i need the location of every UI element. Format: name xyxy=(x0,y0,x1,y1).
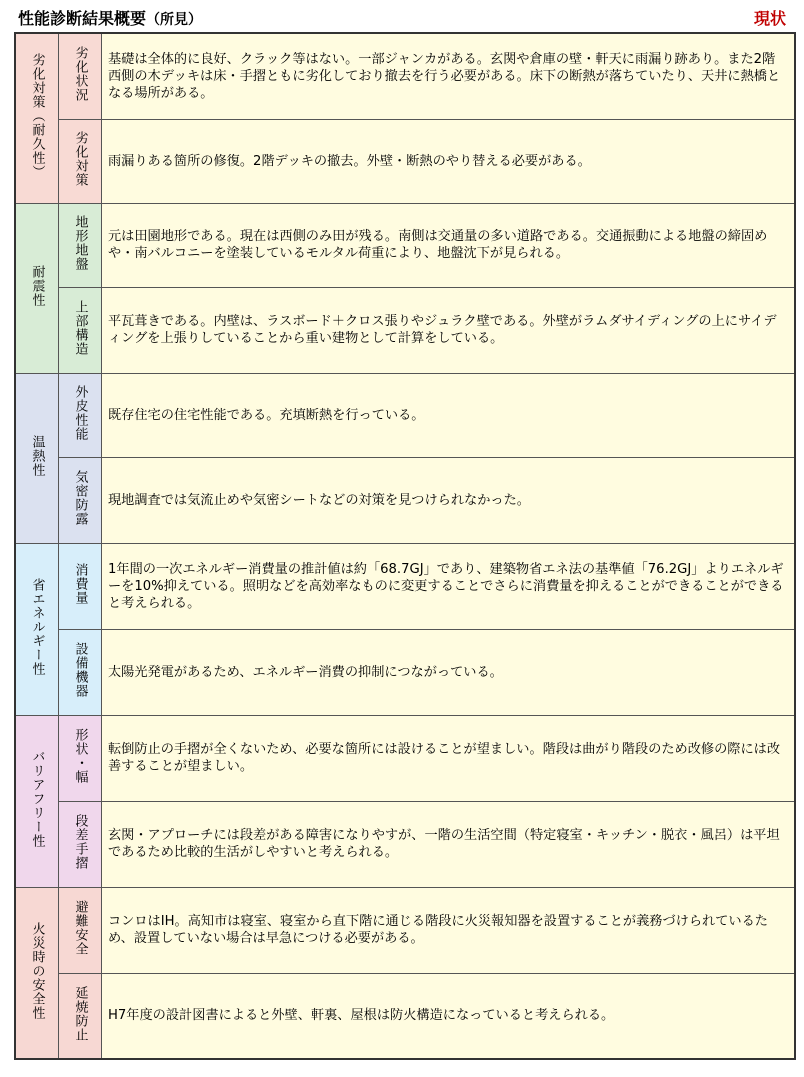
status-label: 現状 xyxy=(753,9,786,28)
sub-cell: 設備機器 xyxy=(59,629,102,715)
category-cell-energy: 省エネルギー性 xyxy=(15,543,59,715)
category-cell-barrier-free: バリアフリー性 xyxy=(15,715,59,887)
table-row xyxy=(15,801,795,887)
table-row xyxy=(15,33,795,119)
category-cell-fire-safety: 火災時の安全性 xyxy=(15,887,59,1059)
table-row xyxy=(15,973,795,1059)
sub-cell: 形状・幅 xyxy=(59,715,102,801)
category-cell-seismic: 耐震性 xyxy=(15,203,59,373)
finding-cell: 太陽光発電があるため、エネルギー消費の抑制につながっている。 xyxy=(102,629,796,715)
sub-cell: 延焼防止 xyxy=(59,973,102,1059)
table-row xyxy=(15,629,795,715)
finding-cell: 元は田園地形である。現在は西側のみ田が残る。南側は交通量の多い道路である。交通振動による地盤の締固めや・南バルコニーを塗装しているモルタル荷重により、地盤沈下が見られる。 xyxy=(102,203,796,287)
table-row xyxy=(15,373,795,457)
finding-cell: 基礎は全体的に良好、クラック等はない。一部ジャンカがある。玄関や倉庫の壁・軒天に雨漏り跡あり。また2階西側の木デッキは床・手摺ともに劣化しており撤去を行う必要がある。床下の断熱が落ちていたり、天井に熱橋となる場所がある。 xyxy=(102,33,796,119)
title-main: 性能診断結果概要 xyxy=(18,9,147,28)
category-cell-thermal: 温熱性 xyxy=(15,373,59,543)
sub-cell: 上部構造 xyxy=(59,287,102,373)
table-row xyxy=(15,543,795,629)
finding-cell: 玄関・アプローチには段差がある障害になりやすが、一階の生活空間（特定寝室・キッチン・脱衣・風呂）は平坦であるため比較的生活がしやすいと考えられる。 xyxy=(102,801,796,887)
finding-cell: 転倒防止の手摺が全くないため、必要な箇所には設けることが望ましい。階段は曲がり階段のため改修の際には改善することが望ましい。 xyxy=(102,715,796,801)
finding-cell: 現地調査では気流止めや気密シートなどの対策を見つけられなかった。 xyxy=(102,457,796,543)
sub-cell: 外皮性能 xyxy=(59,373,102,457)
table-row xyxy=(15,457,795,543)
table-row xyxy=(15,203,795,287)
sub-cell: 段差手摺 xyxy=(59,801,102,887)
diagnosis-table xyxy=(14,32,796,1060)
sub-cell: 劣化対策 xyxy=(59,119,102,203)
sub-cell: 地形地盤 xyxy=(59,203,102,287)
page-title xyxy=(18,6,202,29)
table-row xyxy=(15,287,795,373)
sub-cell: 消費量 xyxy=(59,543,102,629)
sub-cell: 劣化状況 xyxy=(59,33,102,119)
finding-cell: コンロはIH。高知市は寝室、寝室から直下階に通じる階段に火災報知器を設置することが義務づけられているため、設置していない場合は早急につける必要がある。 xyxy=(102,887,796,973)
finding-cell: 既存住宅の住宅性能である。充填断熱を行っている。 xyxy=(102,373,796,457)
category-cell-durability: 劣化対策（耐久性） xyxy=(15,33,59,203)
finding-cell: 雨漏りある箇所の修復。2階デッキの撤去。外壁・断熱のやり替える必要がある。 xyxy=(102,119,796,203)
table-row xyxy=(15,119,795,203)
table-row xyxy=(15,715,795,801)
finding-cell: H7年度の設計図書によると外壁、軒裏、屋根は防火構造になっていると考えられる。 xyxy=(102,973,796,1059)
sub-cell: 気密防露 xyxy=(59,457,102,543)
finding-cell: 平瓦葺きである。内壁は、ラスボード＋クロス張りやジュラク壁である。外壁がラムダサイディングの上にサイディングを上張りしていることから重い建物として計算をしている。 xyxy=(102,287,796,373)
title-sub: （所見） xyxy=(146,12,203,28)
finding-cell: 1年間の一次エネルギー消費量の推計値は約「68.7GJ」であり、建築物省エネ法の基準値「76.2GJ」よりエネルギーを10%抑えている。照明などを高効率なものに変更することでさらに消費量を抑えることができることができると考えられる。 xyxy=(102,543,796,629)
table-row xyxy=(15,887,795,973)
sub-cell: 避難安全 xyxy=(59,887,102,973)
